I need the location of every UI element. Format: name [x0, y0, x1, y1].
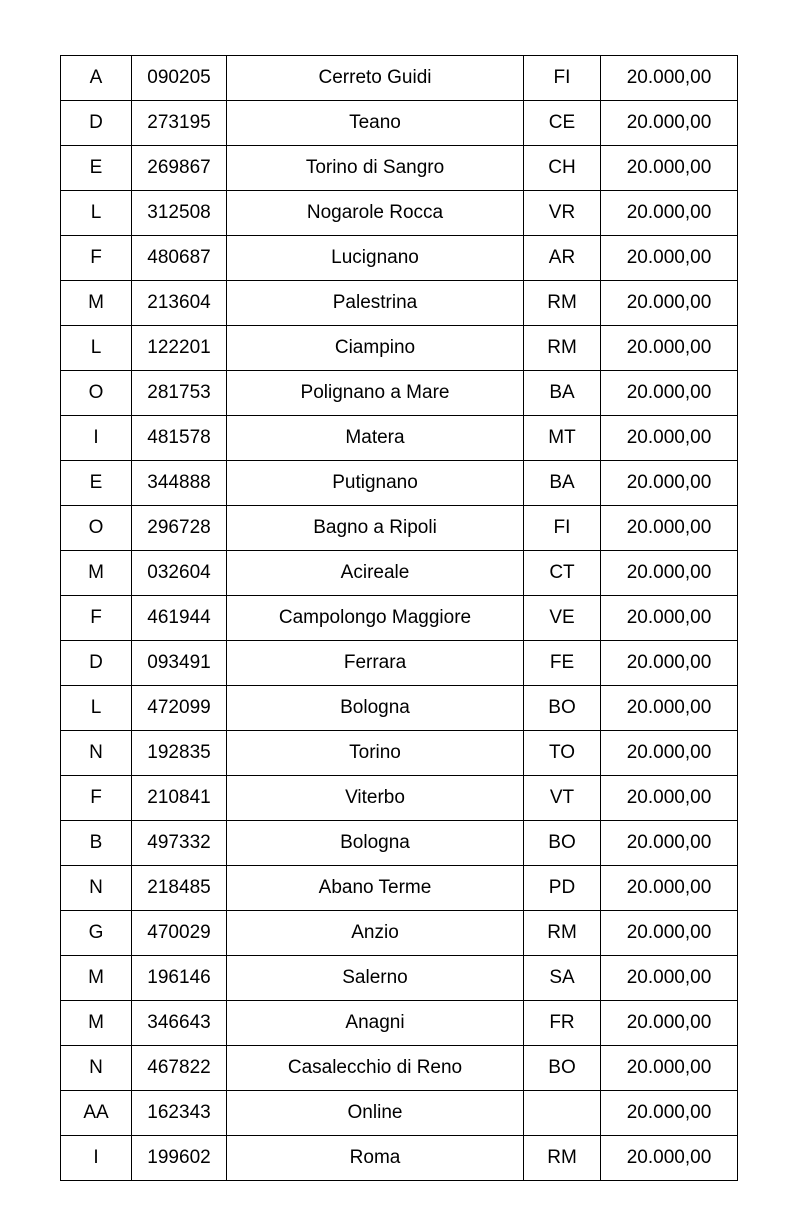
- records-table-body: [61, 56, 738, 1181]
- cell-amount: 20.000,00: [601, 686, 738, 731]
- cell-code: I: [61, 1136, 132, 1181]
- table-row: [61, 1001, 738, 1046]
- cell-number: 312508: [132, 191, 227, 236]
- cell-province: RM: [524, 326, 601, 371]
- cell-code: O: [61, 371, 132, 416]
- cell-city: Online: [227, 1091, 524, 1136]
- cell-city: Salerno: [227, 956, 524, 1001]
- cell-code: M: [61, 281, 132, 326]
- cell-amount: 20.000,00: [601, 146, 738, 191]
- table-row: [61, 776, 738, 821]
- cell-amount: 20.000,00: [601, 236, 738, 281]
- cell-city: Putignano: [227, 461, 524, 506]
- cell-city: Matera: [227, 416, 524, 461]
- cell-province: MT: [524, 416, 601, 461]
- cell-amount: 20.000,00: [601, 731, 738, 776]
- table-container: [60, 55, 712, 1181]
- table-row: [61, 731, 738, 776]
- cell-amount: 20.000,00: [601, 821, 738, 866]
- table-row: [61, 956, 738, 1001]
- table-row: [61, 1091, 738, 1136]
- cell-code: A: [61, 56, 132, 101]
- cell-province: BA: [524, 461, 601, 506]
- cell-code: E: [61, 461, 132, 506]
- cell-number: 090205: [132, 56, 227, 101]
- cell-city: Anzio: [227, 911, 524, 956]
- cell-code: L: [61, 191, 132, 236]
- cell-city: Teano: [227, 101, 524, 146]
- cell-amount: 20.000,00: [601, 326, 738, 371]
- cell-province: BA: [524, 371, 601, 416]
- cell-number: 269867: [132, 146, 227, 191]
- cell-code: M: [61, 551, 132, 596]
- cell-province: VT: [524, 776, 601, 821]
- cell-province: RM: [524, 281, 601, 326]
- cell-province: SA: [524, 956, 601, 1001]
- cell-city: Nogarole Rocca: [227, 191, 524, 236]
- cell-code: B: [61, 821, 132, 866]
- cell-city: Palestrina: [227, 281, 524, 326]
- cell-amount: 20.000,00: [601, 596, 738, 641]
- cell-number: 213604: [132, 281, 227, 326]
- table-row: [61, 281, 738, 326]
- cell-amount: 20.000,00: [601, 506, 738, 551]
- cell-number: 344888: [132, 461, 227, 506]
- table-row: [61, 641, 738, 686]
- table-row: [61, 371, 738, 416]
- cell-amount: 20.000,00: [601, 956, 738, 1001]
- cell-code: D: [61, 641, 132, 686]
- table-row: [61, 686, 738, 731]
- cell-city: Anagni: [227, 1001, 524, 1046]
- cell-code: L: [61, 686, 132, 731]
- cell-province: CE: [524, 101, 601, 146]
- cell-number: 296728: [132, 506, 227, 551]
- cell-number: 467822: [132, 1046, 227, 1091]
- table-row: [61, 191, 738, 236]
- table-row: [61, 596, 738, 641]
- cell-code: N: [61, 866, 132, 911]
- cell-code: AA: [61, 1091, 132, 1136]
- records-table: [60, 55, 738, 1181]
- cell-code: M: [61, 956, 132, 1001]
- cell-number: 162343: [132, 1091, 227, 1136]
- cell-amount: 20.000,00: [601, 1091, 738, 1136]
- cell-province: FE: [524, 641, 601, 686]
- cell-amount: 20.000,00: [601, 776, 738, 821]
- cell-amount: 20.000,00: [601, 281, 738, 326]
- cell-number: 470029: [132, 911, 227, 956]
- cell-amount: 20.000,00: [601, 371, 738, 416]
- cell-city: Torino: [227, 731, 524, 776]
- cell-city: Viterbo: [227, 776, 524, 821]
- table-row: [61, 236, 738, 281]
- cell-city: Ferrara: [227, 641, 524, 686]
- cell-number: 032604: [132, 551, 227, 596]
- cell-province: BO: [524, 821, 601, 866]
- cell-number: 093491: [132, 641, 227, 686]
- cell-amount: 20.000,00: [601, 911, 738, 956]
- cell-code: E: [61, 146, 132, 191]
- cell-number: 472099: [132, 686, 227, 731]
- cell-number: 210841: [132, 776, 227, 821]
- table-row: [61, 866, 738, 911]
- cell-code: D: [61, 101, 132, 146]
- cell-number: 346643: [132, 1001, 227, 1046]
- cell-number: 192835: [132, 731, 227, 776]
- cell-city: Polignano a Mare: [227, 371, 524, 416]
- cell-code: O: [61, 506, 132, 551]
- cell-city: Torino di Sangro: [227, 146, 524, 191]
- table-row: [61, 326, 738, 371]
- cell-city: Abano Terme: [227, 866, 524, 911]
- cell-code: N: [61, 1046, 132, 1091]
- cell-code: I: [61, 416, 132, 461]
- cell-province: BO: [524, 1046, 601, 1091]
- cell-number: 196146: [132, 956, 227, 1001]
- cell-city: Casalecchio di Reno: [227, 1046, 524, 1091]
- cell-number: 461944: [132, 596, 227, 641]
- table-row: [61, 551, 738, 596]
- cell-code: F: [61, 236, 132, 281]
- cell-city: Cerreto Guidi: [227, 56, 524, 101]
- cell-province: VE: [524, 596, 601, 641]
- cell-code: L: [61, 326, 132, 371]
- cell-city: Campolongo Maggiore: [227, 596, 524, 641]
- cell-number: 199602: [132, 1136, 227, 1181]
- table-row: [61, 101, 738, 146]
- cell-number: 218485: [132, 866, 227, 911]
- cell-province: FI: [524, 56, 601, 101]
- cell-province: RM: [524, 1136, 601, 1181]
- cell-code: N: [61, 731, 132, 776]
- cell-amount: 20.000,00: [601, 1046, 738, 1091]
- cell-code: M: [61, 1001, 132, 1046]
- cell-code: G: [61, 911, 132, 956]
- cell-province: PD: [524, 866, 601, 911]
- cell-code: F: [61, 776, 132, 821]
- table-row: [61, 1136, 738, 1181]
- table-row: [61, 506, 738, 551]
- cell-amount: 20.000,00: [601, 1001, 738, 1046]
- cell-code: F: [61, 596, 132, 641]
- cell-city: Acireale: [227, 551, 524, 596]
- cell-city: Bologna: [227, 686, 524, 731]
- cell-number: 480687: [132, 236, 227, 281]
- cell-province: BO: [524, 686, 601, 731]
- cell-province: [524, 1091, 601, 1136]
- table-row: [61, 56, 738, 101]
- table-row: [61, 911, 738, 956]
- cell-number: 122201: [132, 326, 227, 371]
- cell-amount: 20.000,00: [601, 56, 738, 101]
- cell-province: CH: [524, 146, 601, 191]
- cell-number: 273195: [132, 101, 227, 146]
- table-row: [61, 416, 738, 461]
- cell-amount: 20.000,00: [601, 416, 738, 461]
- table-row: [61, 1046, 738, 1091]
- cell-province: TO: [524, 731, 601, 776]
- cell-amount: 20.000,00: [601, 641, 738, 686]
- cell-province: FI: [524, 506, 601, 551]
- cell-number: 481578: [132, 416, 227, 461]
- cell-province: VR: [524, 191, 601, 236]
- cell-province: FR: [524, 1001, 601, 1046]
- cell-number: 281753: [132, 371, 227, 416]
- cell-city: Lucignano: [227, 236, 524, 281]
- cell-amount: 20.000,00: [601, 101, 738, 146]
- cell-number: 497332: [132, 821, 227, 866]
- cell-amount: 20.000,00: [601, 866, 738, 911]
- cell-amount: 20.000,00: [601, 551, 738, 596]
- cell-amount: 20.000,00: [601, 1136, 738, 1181]
- table-row: [61, 146, 738, 191]
- cell-amount: 20.000,00: [601, 191, 738, 236]
- table-row: [61, 461, 738, 506]
- cell-city: Bagno a Ripoli: [227, 506, 524, 551]
- table-row: [61, 821, 738, 866]
- cell-amount: 20.000,00: [601, 461, 738, 506]
- cell-city: Roma: [227, 1136, 524, 1181]
- cell-province: AR: [524, 236, 601, 281]
- cell-city: Ciampino: [227, 326, 524, 371]
- cell-province: CT: [524, 551, 601, 596]
- cell-province: RM: [524, 911, 601, 956]
- cell-city: Bologna: [227, 821, 524, 866]
